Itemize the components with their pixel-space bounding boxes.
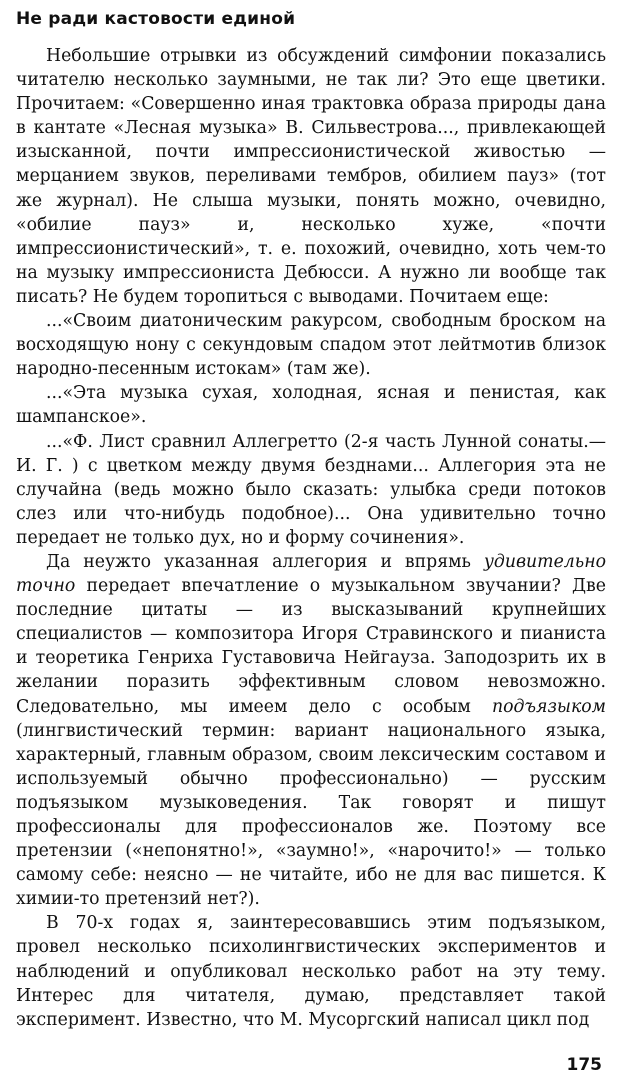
paragraph-5: [16, 550, 606, 911]
paragraph-5-emphasis-2: подъязыком: [492, 696, 606, 717]
paragraph-5-text-b: передает впечатление о музыкальном звучании? Две последние цитаты — из высказываний крупнейших специалистов — композитора Игоря Стравинского и пианиста и теоретика Генриха Густавовича Нейгауза. Заподозрить их в желании поразить эффективным словом невозможно. Следовательно, мы имеем дело с особым: [16, 576, 606, 717]
page-number: 175: [566, 1055, 602, 1075]
paragraph-6: В 70-х годах я, заинтересовавшись этим подъязыком, провел несколько психолингвистических экспериментов и наблюдений и опубликовал несколько работ на эту тему. Интерес для читателя, думаю, представляет такой эксперимент. Известно, что М. Мусоргский написал цикл под: [16, 913, 606, 1030]
running-header: Не ради кастовости единой: [16, 9, 296, 29]
quote-paragraph-4: ...«Ф. Лист сравнил Аллегретто (2-я часть Лунной сонаты.— И. Г. ) с цветком между двумя безднами... Аллегория эта не случайна (ведь можно было сказать: улыбка среди потоков слез или что-нибудь подобное)... Она удивительно точно передает не только дух, но и форму сочинения».: [16, 431, 606, 548]
quote-paragraph-3: ...«Эта музыка сухая, холодная, ясная и пенистая, как шампанское».: [16, 383, 606, 428]
page-body: [16, 44, 606, 1032]
paragraph-1: Небольшие отрывки из обсуждений симфонии показались читателю несколько заумными, не так ли? Это еще цветики. Прочитаем: «Совершенно иная трактовка образа природы дана в кантате «Лесная музыка» В. Сильвестрова..., привлекающей изысканной, почти импрессионистической живостью — мерцанием звуков, переливами тембров, обилием пауз» (тот же журнал). Не слыша музыки, понять можно, очевидно, «обилие пауз» и, несколько хуже, «почти импрессионистический», т. е. похожий, очевидно, хоть чем-то на музыку импрессиониста Дебюсси. А нужно ли вообще так писать? Не будем торопиться с выводами. Почитаем еще:: [16, 46, 606, 307]
quote-paragraph-2: ...«Своим диатоническим ракурсом, свободным броском на восходящую нону с секундовым спадом этот лейтмотив близок народно-песенным истокам» (там же).: [16, 311, 606, 380]
paragraph-5-emphasis-1: удивительно точно: [16, 551, 606, 597]
paragraph-5-text-a: Да неужто указанная аллегория и впрямь: [46, 551, 484, 572]
paragraph-5-text-c: (лингвистический термин: вариант национального языка, характерный, главным образом, своим лексическим составом и используемый обычно профессионально) — русским подъязыком музыковедения. Так говорят и пишут профессионалы для профессионалов же. Поэтому все претензии («непонятно!», «заумно!», «нарочито!» — только самому себе: неясно — не читайте, ибо не для вас пишется. К химии-то претензий нет?).: [16, 720, 606, 910]
